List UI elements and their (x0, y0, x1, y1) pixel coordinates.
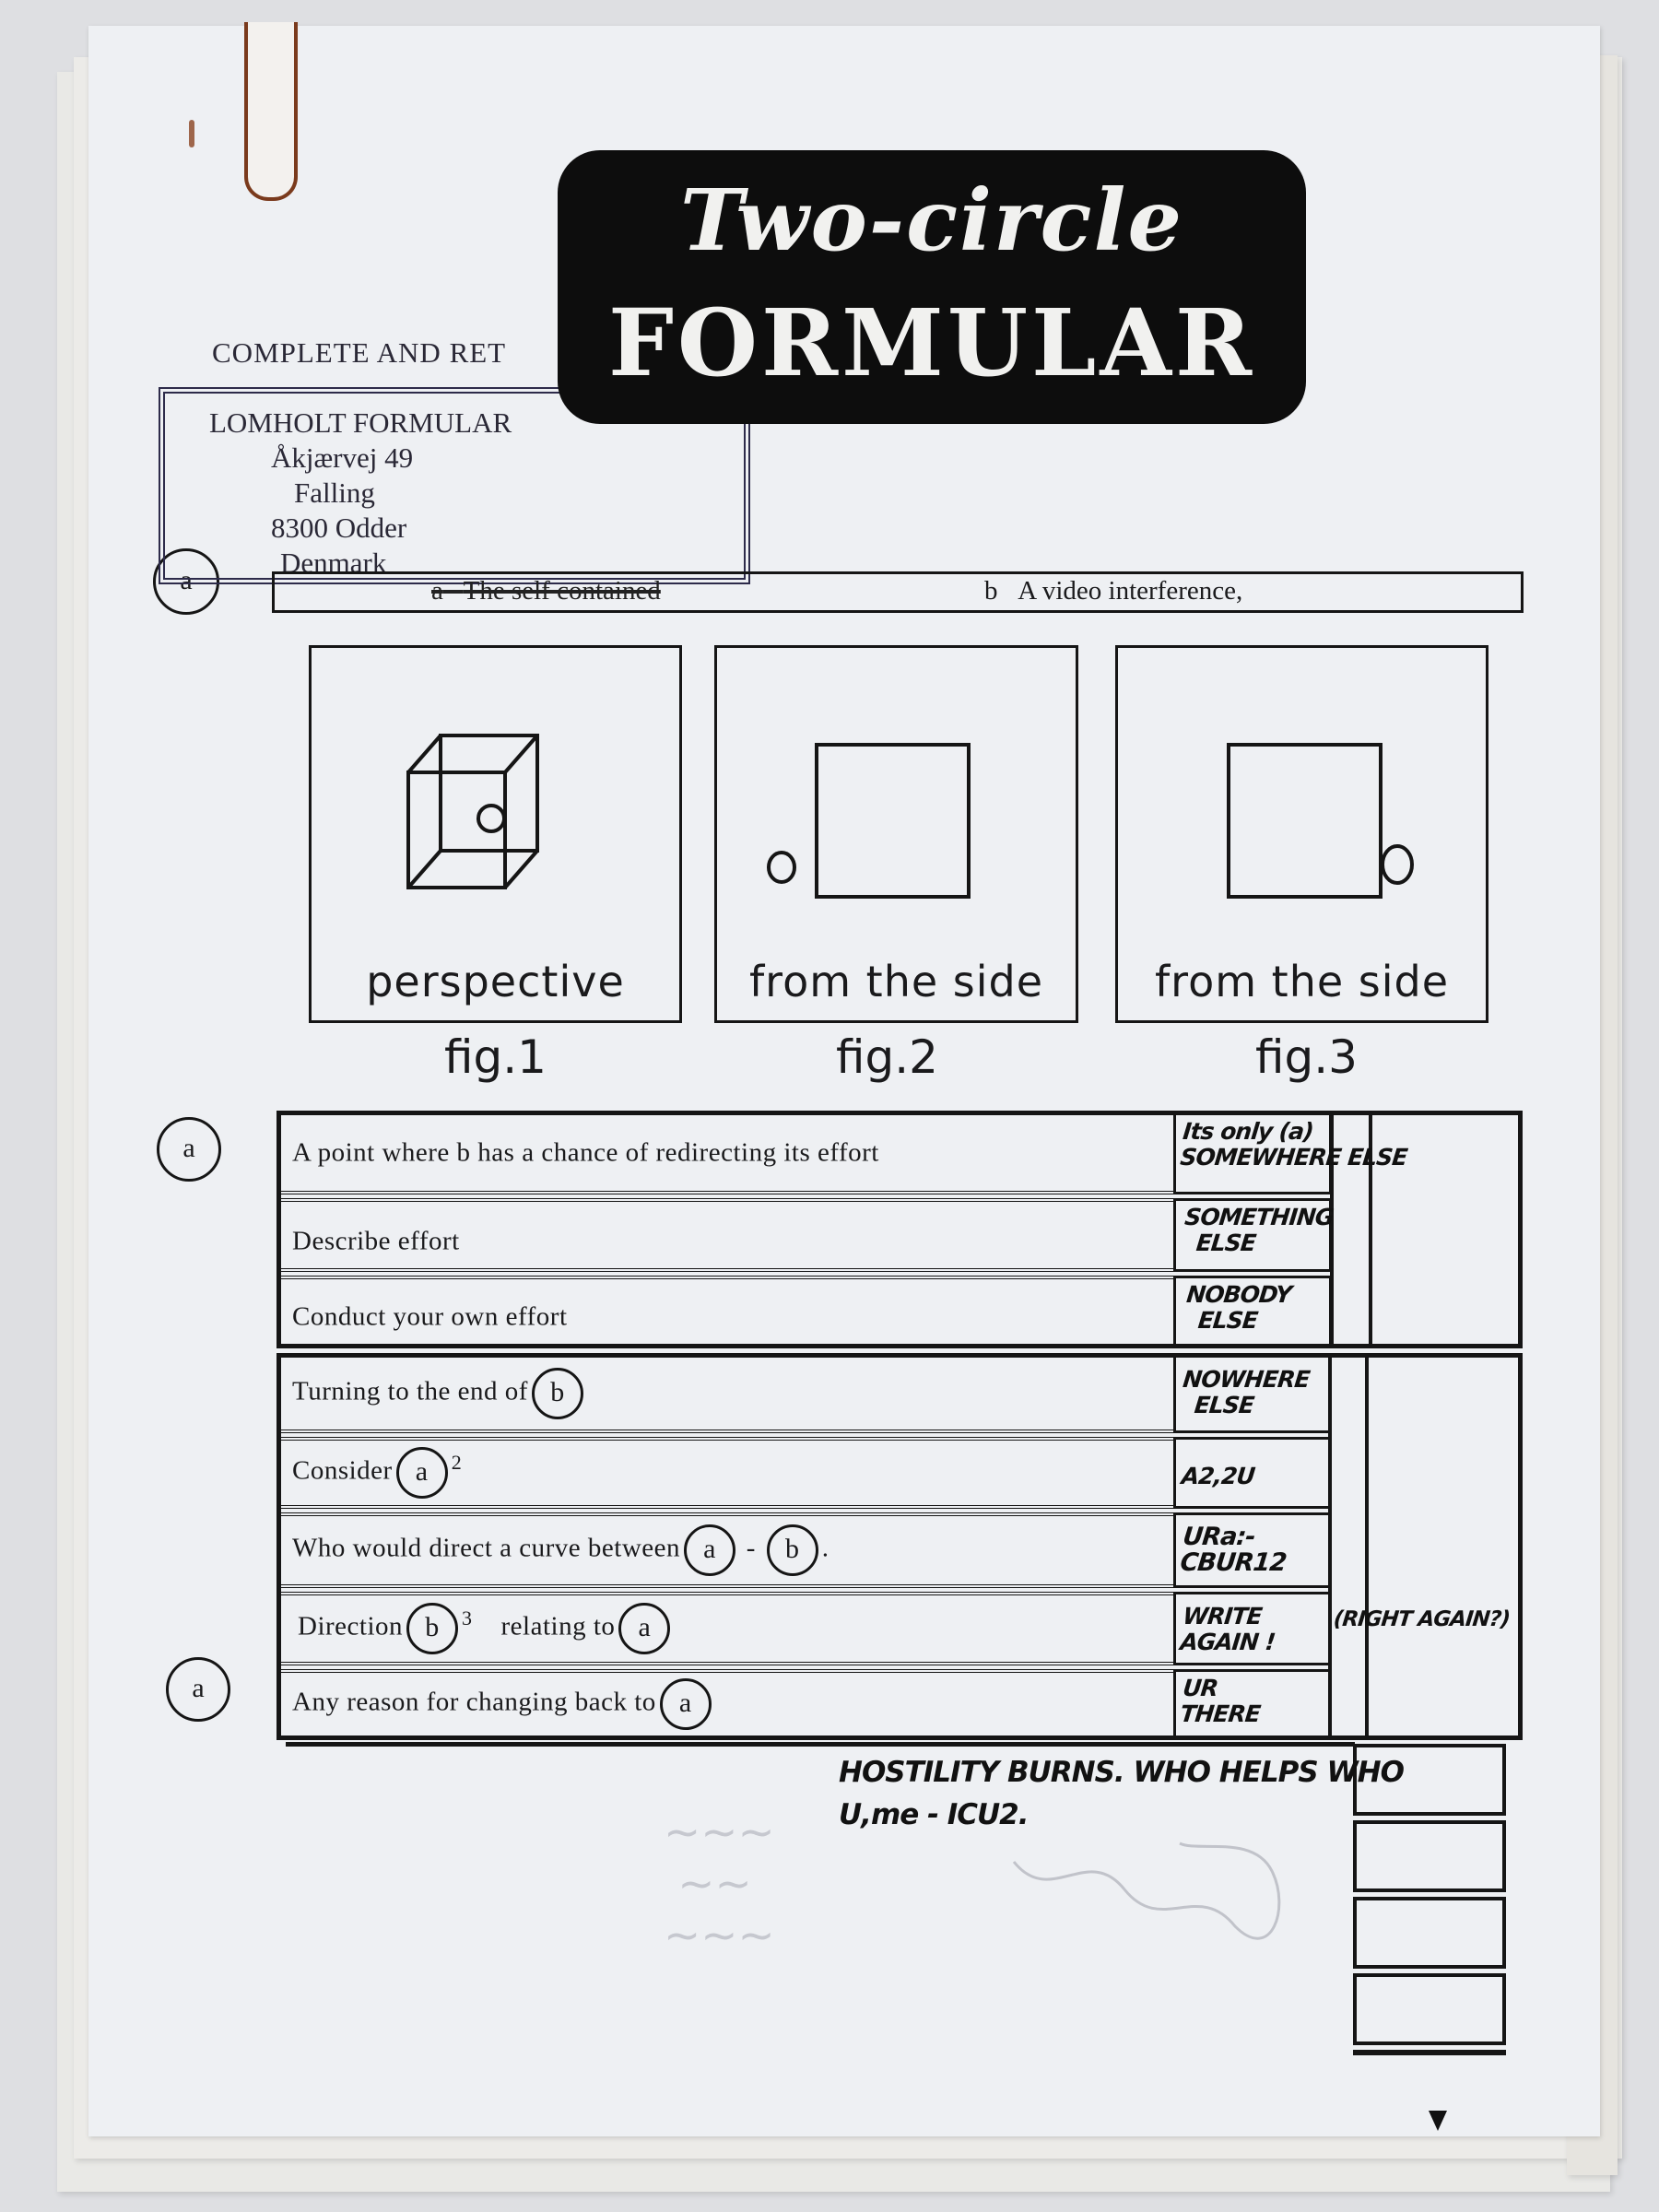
answer-options-bar (272, 571, 1524, 613)
title-banner (558, 150, 1306, 424)
group-1-marker (157, 1117, 221, 1182)
rust-stain (189, 120, 194, 147)
checkbox-4[interactable] (1353, 1973, 1506, 2045)
option-b-letter: b (984, 576, 998, 606)
note-line-1: HOSTILITY BURNS. WHO HELPS WHO (839, 1756, 1404, 1789)
table-row (281, 1437, 1173, 1509)
marker-label: a (182, 1133, 195, 1163)
question-table-group-1 (276, 1111, 1523, 1348)
circle-a: a (396, 1447, 448, 1499)
question-text: Conduct your own effort (292, 1301, 568, 1332)
circle-a: a (618, 1603, 670, 1654)
question-text: Consider a $^2$ (292, 1447, 462, 1499)
table-row (281, 1592, 1173, 1665)
option-a[interactable] (431, 576, 661, 606)
option-a-letter: a (431, 576, 443, 606)
question-text: Who would direct a curve between a - b . (292, 1524, 829, 1576)
circle-a: a (684, 1524, 735, 1576)
handwritten-answer: NOWHERE ELSE (1182, 1366, 1312, 1418)
bleed-through-drawing (995, 1825, 1309, 1972)
margin-note: (RIGHT AGAIN?) (1332, 1607, 1512, 1631)
figure-1-caption: fig.1 (444, 1030, 547, 1084)
handwritten-answer: Its only (a) SOMEWHERE ELSE (1179, 1118, 1409, 1171)
figure-2-label: from the side (748, 957, 1044, 1006)
circle-label: a (180, 565, 193, 595)
question-text: Direction b $^3$ relating to a (298, 1603, 674, 1654)
figure-1 (309, 645, 682, 1023)
table-row (281, 1115, 1173, 1194)
address-town: Falling (294, 477, 375, 509)
checkbox-3[interactable] (1353, 1897, 1506, 1969)
square-circle-right-icon (1215, 735, 1454, 911)
title-line-2: FORMULAR (607, 288, 1256, 397)
option-b[interactable] (984, 576, 1242, 606)
group-2-marker (166, 1657, 230, 1722)
circle-a: a (660, 1678, 712, 1730)
answer-cell[interactable] (1173, 1358, 1332, 1433)
question-table-group-2 (276, 1353, 1523, 1740)
question-text: Turning to the end of b (292, 1368, 587, 1419)
column-divider (1365, 1358, 1369, 1735)
answer-cell[interactable] (1173, 1115, 1409, 1194)
handwritten-answer: SOMETHING ELSE (1183, 1204, 1335, 1256)
question-text: Any reason for changing back to a (292, 1678, 715, 1730)
address-street: Åkjærvej 49 (271, 441, 414, 474)
table-row (281, 1358, 1173, 1433)
handwritten-answer: URa:- CBUR12 (1178, 1523, 1288, 1577)
handwritten-answer: NOBODY ELSE (1185, 1281, 1293, 1334)
figure-2 (714, 645, 1078, 1023)
handwritten-answer: WRITE AGAIN ! (1179, 1603, 1277, 1655)
address-country: Denmark (280, 547, 387, 579)
handwritten-answer: UR THERE (1179, 1675, 1262, 1727)
answer-cell[interactable] (1173, 1512, 1332, 1588)
superscript: 3 (462, 1606, 473, 1630)
handwritten-answer: A2,2U (1180, 1463, 1256, 1489)
figure-1-label: perspective (366, 957, 625, 1006)
cube-drawing-icon (399, 726, 574, 901)
marker-label: a (192, 1673, 205, 1703)
question-text: Describe effort (292, 1226, 460, 1256)
superscript: 2 (451, 1451, 463, 1474)
divider-line (1353, 2050, 1506, 2055)
table-row (281, 1276, 1173, 1344)
handwritten-note (839, 1751, 1404, 1836)
option-a-text: The self contained (463, 576, 661, 606)
option-b-text: A video interference, (1018, 576, 1243, 606)
corner-mark (1429, 2111, 1447, 2131)
figure-2-caption: fig.2 (836, 1030, 938, 1084)
table-row (281, 1669, 1173, 1735)
paperclip-icon (244, 22, 298, 201)
figure-3-caption: fig.3 (1255, 1030, 1358, 1084)
bleed-through-scribble: ~~~ ~~ ~~~ (664, 1806, 775, 1961)
address-company: LOMHOLT FORMULAR (209, 406, 512, 439)
divider-line (286, 1742, 1355, 1747)
figure-3 (1115, 645, 1488, 1023)
return-instruction: COMPLETE AND RET (212, 336, 507, 369)
figure-3-label: from the side (1154, 957, 1450, 1006)
circle-b: b (406, 1603, 458, 1654)
address-postal: 8300 Odder (271, 512, 407, 544)
answer-cell[interactable] (1173, 1198, 1335, 1272)
title-line-1: Two-circle (679, 171, 1184, 270)
circle-b: b (532, 1368, 583, 1419)
answer-cell[interactable] (1173, 1592, 1332, 1665)
table-row (281, 1198, 1173, 1272)
answer-cell[interactable] (1173, 1669, 1332, 1735)
table-row (281, 1512, 1173, 1588)
square-circle-left-icon (754, 735, 1049, 911)
circle-b: b (767, 1524, 818, 1576)
answer-cell[interactable] (1173, 1437, 1332, 1509)
answer-cell[interactable] (1173, 1276, 1332, 1344)
question-text: A point where b has a chance of redirecting its effort (292, 1137, 879, 1168)
note-line-2: U,me - ICU2. (839, 1798, 1029, 1831)
